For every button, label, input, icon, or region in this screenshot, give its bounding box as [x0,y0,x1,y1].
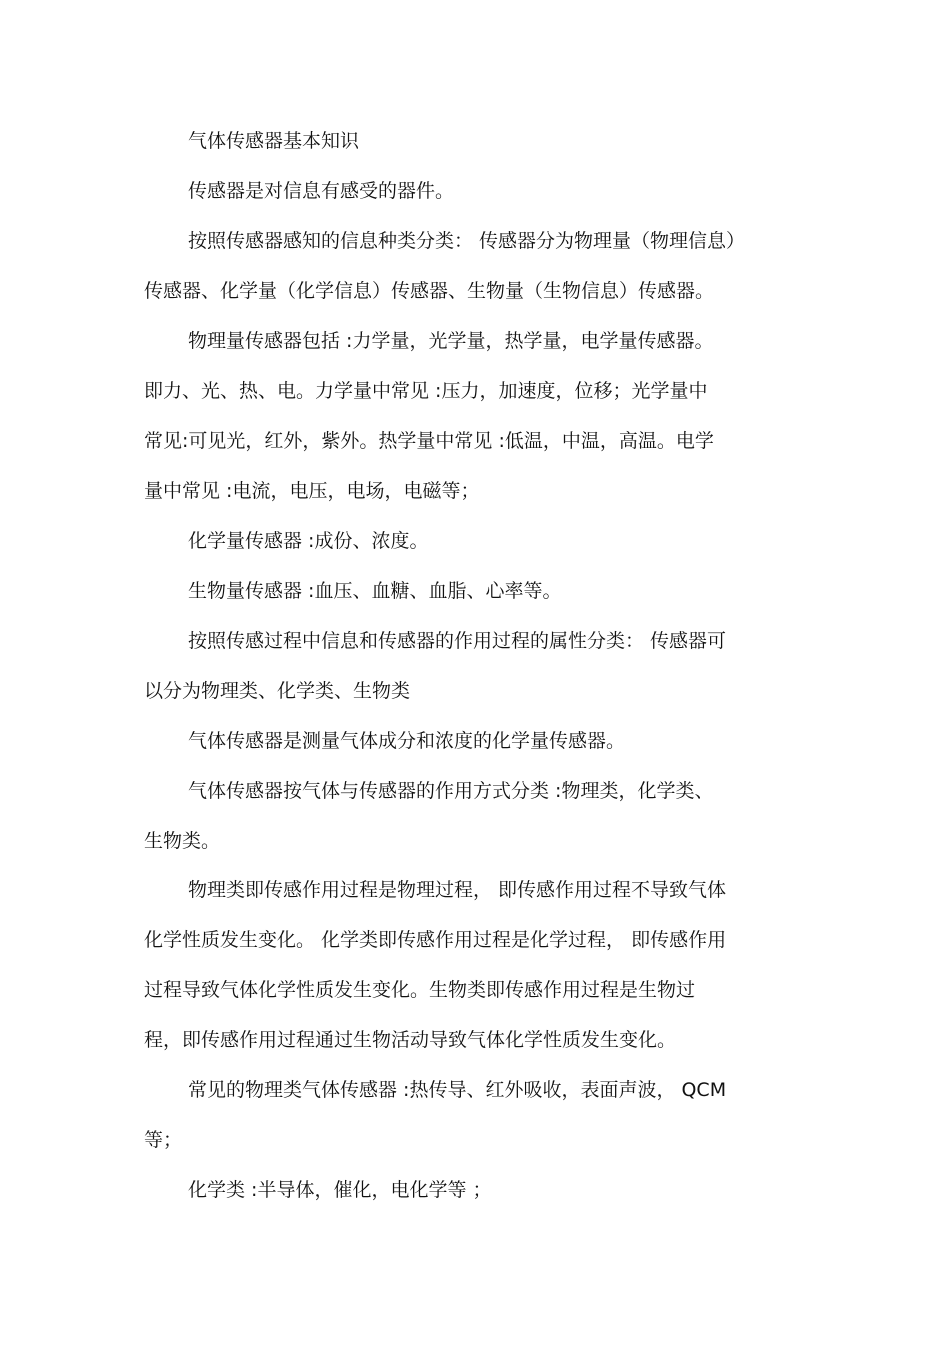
paragraph-line: 物理量传感器包括 :力学量，光学量，热学量，电学量传感器。 [188,330,714,352]
paragraph-line: 即力、光、热、电。力学量中常见 :压力，加速度，位移；光学量中 [144,380,708,402]
document-title: 气体传感器基本知识 [188,130,360,152]
paragraph-line: 生物类。 [144,830,221,852]
paragraph-line: 传感器是对信息有感受的器件。 [188,180,455,202]
paragraph-line: 生物量传感器 :血压、血糖、血脂、心率等。 [188,580,562,602]
paragraph-line: 气体传感器按气体与传感器的作用方式分类 :物理类，化学类、 [188,780,714,802]
paragraph-line: 按照传感过程中信息和传感器的作用过程的属性分类： 传感器可 [188,630,727,652]
paragraph-line: 等； [144,1129,183,1151]
paragraph-line: 以分为物理类、化学类、生物类 [144,680,411,702]
paragraph-line: 化学类 :半导体，催化，电化学等 ； [188,1179,492,1201]
paragraph-line: 化学性质发生变化。 化学类即传感作用过程是化学过程， 即传感作用 [144,929,727,951]
paragraph-line: 物理类即传感作用过程是物理过程， 即传感作用过程不导致气体 [188,879,727,901]
paragraph-line: 传感器、化学量（化学信息）传感器、生物量（生物信息）传感器。 [144,280,715,302]
paragraph-line: 按照传感器感知的信息种类分类： 传感器分为物理量（物理信息） [188,230,746,252]
paragraph-line: 程，即传感作用过程通过生物活动导致气体化学性质发生变化。 [144,1029,677,1051]
paragraph-line: 常见的物理类气体传感器 :热传导、红外吸收，表面声波， QCM [188,1079,727,1101]
paragraph-line: 气体传感器是测量气体成分和浓度的化学量传感器。 [188,730,626,752]
paragraph-line: 常见:可见光，红外，紫外。热学量中常见 :低温，中温，高温。电学 [144,430,714,452]
paragraph-line: 过程导致气体化学性质发生变化。生物类即传感作用过程是生物过 [144,979,696,1001]
paragraph-line: 量中常见 :电流，电压，电场，电磁等； [144,480,480,502]
paragraph-line: 化学量传感器 :成份、浓度。 [188,530,429,552]
